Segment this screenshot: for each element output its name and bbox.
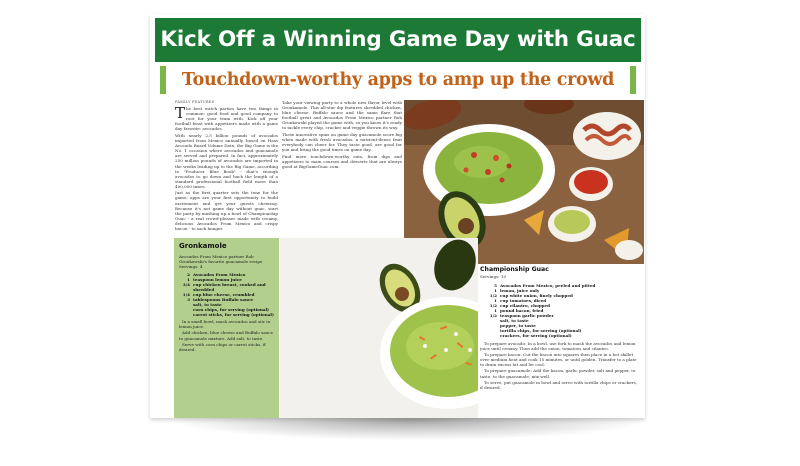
ingredient: 5 Avocados From Mexico, peeled and pitted: [494, 283, 596, 288]
ingredient: 3/4 cup chicken breast, cooked and shredded: [182, 282, 266, 293]
recipe-step: To prepare bacon: Cut the bacon into squares then place in a hot skillet over medium heat and cook 15 minutes, or until golden. Transfer to a plate to drain excess fat and let cool.: [480, 352, 637, 368]
article-paragraph: The best watch parties have two things in common: good food and good company to root for your team with. Kick off your football feast with appetizers made with a game day favorite: avocados.: [175, 104, 278, 132]
ingredient: 1/2 teaspoon garlic powder: [489, 313, 554, 318]
article-paragraph: Just as the first quarter sets the tone for the game, apps are your first opportunity to build excitement and get your guests cheering. Because it's not game day without guac, start the party by mashing up a bowl of Championship Guac - a real crowd-pleaser made with creamy, delicious Avocados From Mexico and crispy bacon - to sack hunger.: [175, 190, 278, 232]
ingredient: 1 lemon, juice only: [494, 288, 540, 293]
ingredient: pepper, to taste: [500, 323, 536, 328]
drop-cap: T: [175, 104, 186, 123]
ingredient-list: [480, 283, 640, 338]
ingredient: salt, to taste: [193, 302, 222, 308]
championship-guac-recipe: [480, 266, 640, 418]
recipe-steps: [179, 319, 274, 352]
gronkamole-recipe-box: [174, 238, 279, 418]
ingredient: 2 Avocados From Mexico: [187, 272, 246, 278]
ingredient-list: [179, 272, 274, 317]
ingredient: corn chips, for serving (optional): [193, 307, 269, 313]
ingredient: 1 teaspoon lemon juice: [187, 277, 242, 283]
recipe-servings: Servings: 10: [480, 274, 507, 279]
gronkamole-photo: [280, 238, 478, 418]
article-column-1: [175, 100, 278, 238]
recipe-step: In a small bowl, mash avocados and stir in lemon juice.: [179, 319, 271, 330]
subheadline: Touchdown-worthy apps to amp up the crowd: [160, 66, 636, 94]
recipe-intro: Avocados From Mexico partner Rob Gronkowski's favorite guacamole recipe Servings: 4: [179, 254, 274, 269]
recipe-step: Serve with corn chips or carrot sticks, if desired.: [179, 341, 266, 352]
ingredient: tortilla chips, for serving (optional): [500, 328, 582, 333]
recipe-title: Championship Guac: [480, 266, 549, 273]
article-page: [150, 14, 645, 418]
recipe-step: Add chicken, blue cheese and Buffalo sauce to guacamole mixture. Add salt, to taste.: [179, 330, 274, 341]
recipe-title: Gronkamole: [179, 242, 227, 250]
byline: FAMILY FEATURES: [175, 100, 215, 104]
article-paragraph: Find more touchdown-worthy eats, from dips and appetizers to main courses and desserts that are always good at BigGameGuac.com.: [282, 153, 402, 169]
recipe-step: To serve, put guacamole in bowl and serve with tortilla chips or crackers, if desired.: [480, 379, 637, 390]
recipe-step: To prepare guacamole: Add the bacon, garlic powder, salt and pepper, to taste, to the guacamole; mix well.: [480, 368, 636, 379]
article-paragraph: With nearly 2.5 billion pounds of avocados imported from Mexico annually, based on Hass Avocado Board Volume Data, the Big Game is the No. 1 occasion where avocados and guacamole are served and prepared. In fact, approximately 250 million pounds of avocados are imported in the weeks leading up to the Big Game, according to "Producer Blue Book" - that's enough avocados to go down and back the length of a standard professional football field more than 400,000 times.: [175, 132, 278, 189]
ingredient: 3 tablespoons Buffalo sauce: [187, 297, 254, 303]
recipe-steps: [480, 341, 640, 390]
article-paragraph: Take your viewing party to a whole new flavor level with Gronkamole. This all-star dip features shredded chicken, blue cheese, Buffalo sauce and the same flare that football great and Avocados From Mexico partner Rob Gronkowski played the game with, so you know it's ready to tackle every chip, cracker and veggie thrown its way.: [282, 100, 402, 131]
ingredient: 1 cup tomatoes, diced: [494, 298, 547, 303]
ingredient: 1/4 cup blue cheese, crumbled: [182, 292, 255, 298]
ingredient: crackers, for serving (optional): [500, 333, 572, 338]
ingredient: salt, to taste: [500, 318, 529, 323]
headline-banner: Kick Off a Winning Game Day with Guac: [155, 18, 641, 62]
recipe-step: To prepare avocado: In a bowl, use fork to mash the avocados and lemon juice until creamy. Then add the onion, tomatoes and cilantro.: [480, 341, 636, 352]
gronkamole-illustration: [280, 238, 478, 418]
ingredient: 1/2 cup cilantro, chopped: [489, 303, 551, 308]
article-column-2: [282, 100, 402, 252]
ingredient: 1/2 cup white onion, finely chopped: [489, 293, 573, 298]
ingredient: 1 pound bacon, fried: [494, 308, 544, 313]
article-paragraph: These innovative spins on game day guacamole score big when made with fresh avocados, a nutrient-dense fruit everybody can cheer for. They taste good, are good for you and bring the good times on game day.: [282, 131, 402, 153]
recipe-servings: Servings: 4: [179, 264, 203, 270]
ingredient: carrot sticks, for serving (optional): [193, 312, 274, 318]
